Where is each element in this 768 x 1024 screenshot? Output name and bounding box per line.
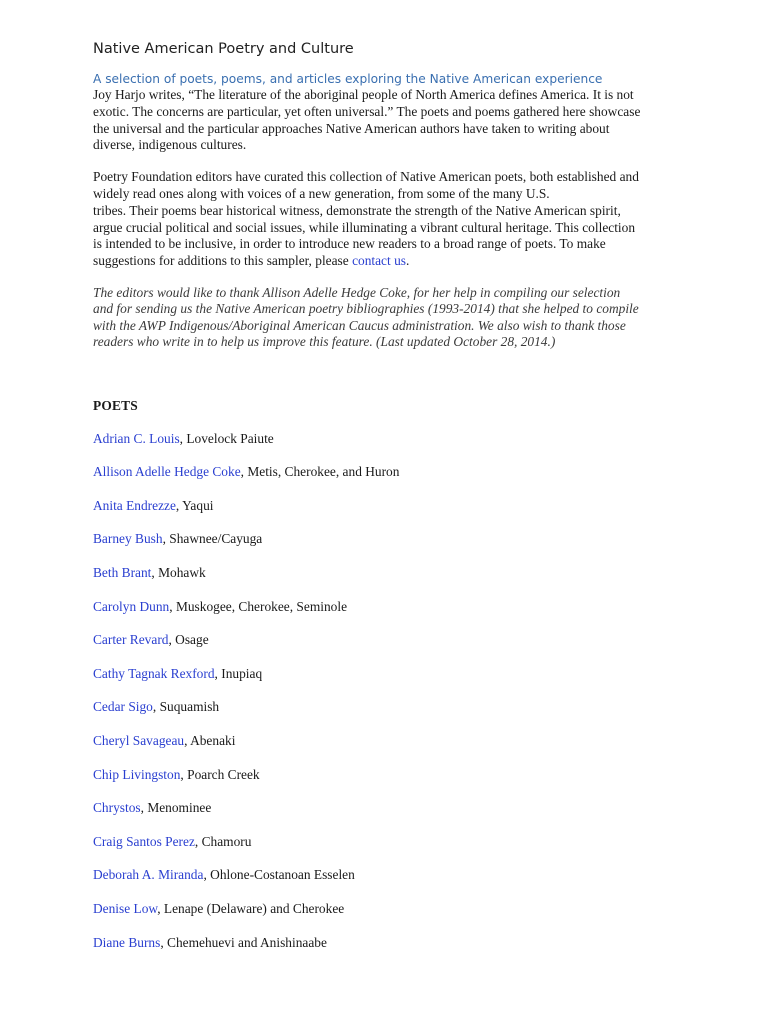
document-content [93,41,693,968]
poet-tribe: , Metis, Cherokee, and Huron [240,464,400,480]
poet-item [93,935,693,969]
poet-item [93,632,693,666]
poet-link[interactable]: Beth Brant [93,564,152,580]
poet-link[interactable]: Anita Endrezze [93,497,176,513]
thanks-line: The editors would like to thank Allison Adelle Hedge Coke, for her help in compiling our selection [93,284,621,300]
poet-tribe: , Chamoru [194,833,252,849]
poet-tribe: , Lenape (Delaware) and Cherokee [157,900,345,916]
page-title: Native American Poetry and Culture [93,41,354,57]
intro-line: Joy Harjo writes, “The literature of the aboriginal people of North America defines America. It is not [93,87,634,102]
poet-item [93,901,693,935]
poet-item [93,431,693,465]
poet-tribe: , Yaqui [175,497,214,513]
poet-link[interactable]: Denise Low [93,900,158,916]
poet-tribe: , Mohawk [151,564,206,580]
poet-item [93,464,693,498]
thanks-line: readers who write in to help us improve this feature. (Last updated October 28, 2014.) [93,334,556,350]
curation-paragraph [93,169,693,270]
intro-line: exotic. The concerns are particular, yet often universal.” The poets and poems gathered here showcase [93,103,641,119]
intro-line: diverse, indigenous cultures. [93,137,247,153]
curation-line: suggestions for additions to this sampler, please [93,253,353,269]
poet-tribe: , Ohlone-Costanoan Esselen [203,867,355,883]
poet-tribe: , Lovelock Paiute [179,430,274,446]
poet-tribe: , Suquamish [152,699,220,715]
page-subtitle: A selection of poets, poems, and articles exploring the Native American experience [93,72,603,86]
poet-tribe: , Osage [168,632,209,648]
poet-item [93,699,693,733]
intro-line: the universal and the particular approaches Native American authors have taken to writing about [93,120,610,136]
poet-link[interactable]: Cathy Tagnak Rexford [93,665,215,681]
curation-line: tribes. Their poems bear historical witness, demonstrate the strength of the Native American spirit, [93,202,621,218]
poet-item [93,733,693,767]
poet-tribe: , Muskogee, Cherokee, Seminole [169,598,348,614]
poet-item [93,834,693,868]
poet-item [93,599,693,633]
thanks-line: with the AWP Indigenous/Aboriginal American Caucus administration. We also wish to thank those [93,317,626,333]
thanks-paragraph [93,285,693,351]
poet-tribe: , Inupiaq [214,665,263,681]
poet-item [93,565,693,599]
poet-link[interactable]: Chip Livingston [93,766,181,782]
poet-item [93,498,693,532]
poet-link[interactable]: Allison Adelle Hedge Coke [93,464,241,480]
poet-tribe: , Abenaki [184,732,236,748]
poet-item [93,666,693,700]
poet-tribe: , Poarch Creek [180,766,260,782]
poet-item [93,531,693,565]
thanks-line: and for sending us the Native American poetry bibliographies (1993-2014) that she helped to compile [93,301,639,317]
curation-line: is intended to be inclusive, in order to introduce new readers to a broad range of poets. To make [93,236,606,252]
poet-tribe: , Chemehuevi and Anishinaabe [160,934,327,950]
curation-line: argue crucial political and social issues, while illuminating a vibrant cultural heritage. This collection [93,219,636,235]
poet-link[interactable]: Adrian C. Louis [93,430,180,446]
curation-line: widely read ones along with voices of a new generation, from some of the many U.S. [93,185,550,201]
poet-item [93,767,693,801]
poet-item [93,800,693,834]
curation-line-end: . [405,253,410,269]
poets-heading: POETS [93,397,138,413]
poet-link[interactable]: Diane Burns [93,934,161,950]
poet-tribe: , Menominee [140,800,212,816]
poet-link[interactable]: Carolyn Dunn [93,598,170,614]
curation-line: Poetry Foundation editors have curated this collection of Native American poets, both established and [93,169,639,185]
poet-link[interactable]: Cheryl Savageau [93,732,185,748]
poet-link[interactable]: Craig Santos Perez [93,833,195,849]
poet-link[interactable]: Cedar Sigo [93,699,153,715]
poet-tribe: , Shawnee/Cayuga [162,531,263,547]
contact-us-link[interactable]: contact us [352,253,406,269]
poet-link[interactable]: Deborah A. Miranda [93,867,204,883]
poet-link[interactable]: Carter Revard [93,632,169,648]
intro-paragraph [93,87,693,154]
poet-item [93,867,693,901]
poet-link[interactable]: Chrystos [93,800,141,816]
poet-link[interactable]: Barney Bush [93,531,163,547]
poets-list [93,431,693,969]
